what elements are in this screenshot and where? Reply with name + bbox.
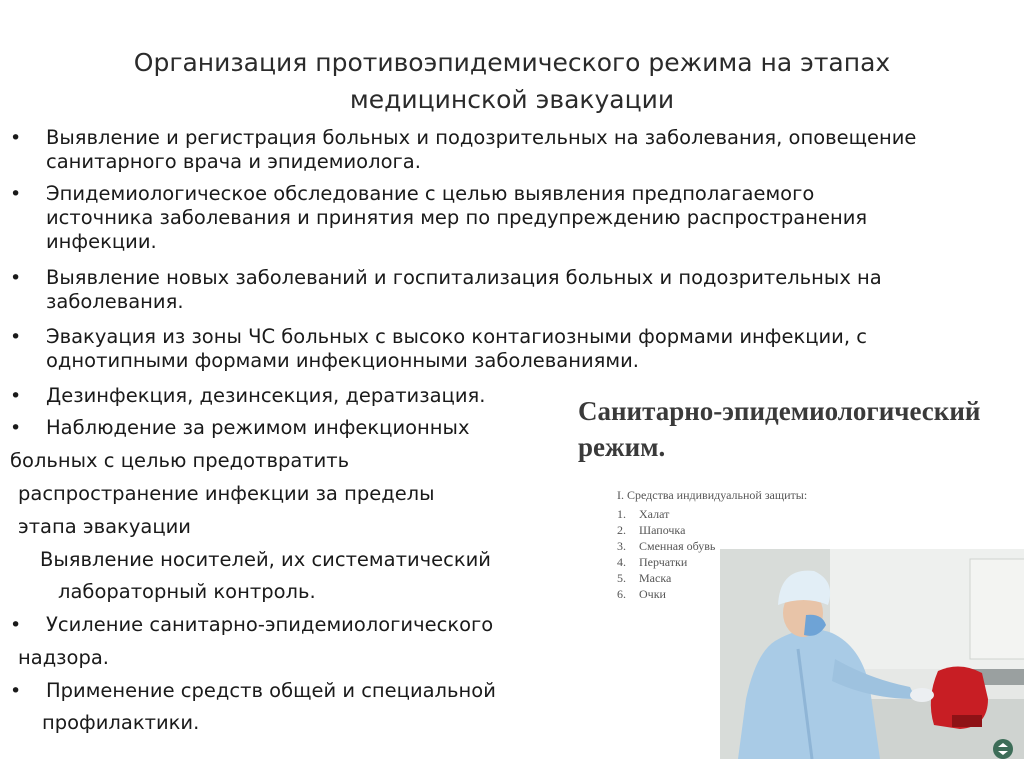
bullet-text-line: Выявление носителей, их систематический <box>40 548 491 571</box>
ppe-number: 3. <box>617 539 626 553</box>
ppe-label: Шапочка <box>639 523 686 537</box>
bullet-text-line: однотипными формами инфекционными заболеваниями. <box>46 349 639 372</box>
ppe-label: Очки <box>639 587 666 601</box>
bullet-text-line: этапа эвакуации <box>18 515 191 538</box>
bullet-text-line: больных с целью предотвратить <box>10 449 350 472</box>
bullet-marker: • <box>10 267 22 289</box>
bullet-text-line: надзора. <box>18 646 110 669</box>
ppe-number: 2. <box>617 523 626 537</box>
sanitary-regime-image <box>560 385 1015 765</box>
bullet-marker: • <box>10 385 22 407</box>
bullet-text-line: распространение инфекции за пределы <box>18 482 435 505</box>
ppe-list <box>617 506 715 602</box>
ppe-item <box>617 554 715 570</box>
bullet-text-line: Наблюдение за режимом инфекционных <box>46 416 470 439</box>
ppe-number: 5. <box>617 571 626 585</box>
bullet-marker: • <box>10 183 22 205</box>
bullet-text-line: Применение средств общей и специальной <box>46 679 496 702</box>
ppe-item <box>617 522 715 538</box>
bullet-text-line: Эвакуация из зоны ЧС больных с высоко контагиозными формами инфекции, с <box>46 325 867 348</box>
title-line-1: Организация противоэпидемического режима на этапах <box>133 48 891 77</box>
image-heading <box>578 393 1008 465</box>
bullet-text-line: заболевания. <box>46 290 184 313</box>
ppe-heading: I. Средства индивидуальной защиты: <box>617 488 808 502</box>
ppe-item <box>617 506 715 522</box>
ppe-label: Перчатки <box>639 555 688 569</box>
ppe-item <box>617 570 715 586</box>
bullet-marker: • <box>10 614 22 636</box>
ppe-label: Сменная обувь <box>639 539 716 553</box>
bullet-text-line: профилактики. <box>42 711 200 734</box>
bullet-text-line: Дезинфекция, дезинсекция, дератизация. <box>46 384 486 407</box>
ppe-number: 6. <box>617 587 626 601</box>
image-heading-line-2: режим. <box>578 432 666 462</box>
bullet-marker: • <box>10 417 22 439</box>
bullet-text-line: лабораторный контроль. <box>58 580 316 603</box>
slide-title <box>60 44 964 118</box>
bullet-text-line: Усиление санитарно-эпидемиологического <box>46 613 494 636</box>
bullet-marker: • <box>10 127 22 149</box>
nurse-photo <box>720 549 1024 759</box>
ppe-item <box>617 538 715 554</box>
title-line-2: медицинской эвакуации <box>349 85 675 114</box>
slide-navigation-icon[interactable] <box>992 738 1014 760</box>
bullet-text-line: Выявление новых заболеваний и госпитализация больных и подозрительных на <box>46 266 882 289</box>
bullet-marker: • <box>10 680 22 702</box>
bullet-text-line: Эпидемиологическое обследование с целью выявления предполагаемого <box>46 182 815 205</box>
bullet-text-line: инфекции. <box>46 230 157 253</box>
ppe-number: 4. <box>617 555 626 569</box>
bullet-text-line: источника заболевания и принятия мер по предупреждению распространения <box>46 206 868 229</box>
bullet-text-line: Выявление и регистрация больных и подозрительных на заболевания, оповещение <box>46 126 917 149</box>
ppe-label: Халат <box>639 507 670 521</box>
image-heading-line-1: Санитарно-эпидемиологический <box>578 396 981 426</box>
ppe-number: 1. <box>617 507 626 521</box>
ppe-label: Маска <box>639 571 672 585</box>
bullet-text-line: санитарного врача и эпидемиолога. <box>46 150 421 173</box>
bullet-marker: • <box>10 326 22 348</box>
ppe-item <box>617 586 715 602</box>
